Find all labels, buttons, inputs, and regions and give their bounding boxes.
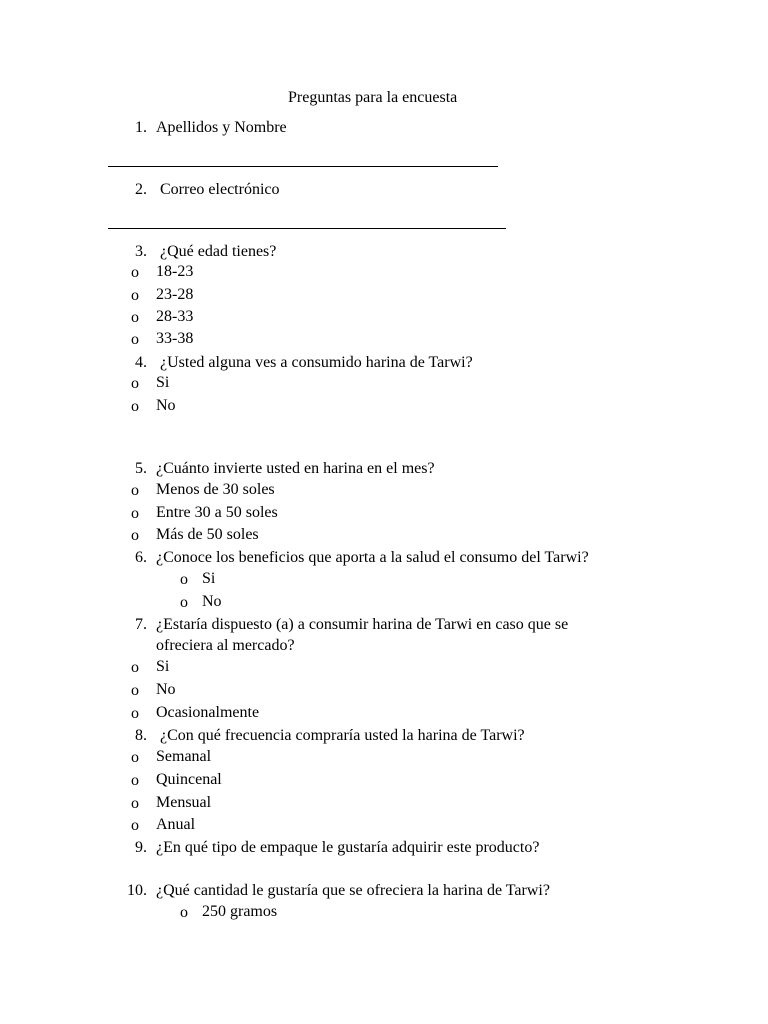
question-10-text: ¿Qué cantidad le gustaría que se ofreciera la harina de Tarwi?: [156, 882, 550, 899]
option-label: 23-28: [156, 286, 194, 303]
name-answer-line: [108, 166, 498, 167]
question-1-text: Apellidos y Nombre: [156, 119, 287, 136]
bullet-icon: o: [131, 659, 139, 676]
option-label: 33-38: [156, 330, 194, 347]
option-label: Si: [156, 658, 170, 675]
question-number: 7.: [135, 616, 147, 633]
question-number: 4.: [135, 354, 147, 371]
question-number: 10.: [127, 882, 147, 899]
bullet-icon: o: [131, 772, 139, 789]
option-label: Quincenal: [156, 771, 222, 788]
option-label: 28-33: [156, 308, 194, 325]
question-3-text: ¿Qué edad tienes?: [160, 243, 277, 260]
question-6-text: ¿Conoce los beneficios que aporta a la salud el consumo del Tarwi?: [156, 549, 589, 566]
bullet-icon: o: [131, 527, 139, 544]
bullet-icon: o: [131, 682, 139, 699]
bullet-icon: o: [131, 309, 139, 326]
page-title: Preguntas para la encuesta: [288, 89, 458, 106]
bullet-icon: o: [131, 398, 139, 415]
bullet-icon: o: [131, 331, 139, 348]
bullet-icon: o: [131, 817, 139, 834]
question-7-text-line2: ofreciera al mercado?: [156, 637, 295, 654]
question-5-text: ¿Cuánto invierte usted en harina en el mes?: [156, 460, 435, 477]
option-label: No: [156, 681, 176, 698]
option-label: Menos de 30 soles: [156, 481, 275, 498]
question-number: 2.: [135, 181, 147, 198]
question-number: 8.: [135, 727, 147, 744]
option-label: Más de 50 soles: [156, 526, 259, 543]
option-label: Anual: [156, 816, 196, 833]
option-label: Ocasionalmente: [156, 704, 260, 721]
bullet-icon: o: [180, 594, 188, 611]
option-label: Semanal: [156, 748, 212, 765]
option-label: 18-23: [156, 263, 194, 280]
email-answer-line: [108, 228, 506, 229]
option-label: Si: [156, 374, 170, 391]
question-number: 5.: [135, 460, 147, 477]
question-number: 3.: [135, 243, 147, 260]
bullet-icon: o: [131, 482, 139, 499]
question-2-text: Correo electrónico: [160, 181, 280, 198]
question-number: 6.: [135, 549, 147, 566]
bullet-icon: o: [180, 571, 188, 588]
bullet-icon: o: [131, 287, 139, 304]
bullet-icon: o: [131, 375, 139, 392]
bullet-icon: o: [131, 705, 139, 722]
question-number: 9.: [135, 839, 147, 856]
bullet-icon: o: [131, 795, 139, 812]
question-9-text: ¿En qué tipo de empaque le gustaría adquirir este producto?: [156, 839, 540, 856]
option-label: No: [156, 397, 176, 414]
option-label: Mensual: [156, 794, 212, 811]
bullet-icon: o: [131, 749, 139, 766]
question-8-text: ¿Con qué frecuencia compraría usted la harina de Tarwi?: [160, 727, 525, 744]
bullet-icon: o: [131, 264, 139, 281]
option-label: No: [202, 593, 222, 610]
option-label: 250 gramos: [202, 903, 278, 920]
bullet-icon: o: [131, 505, 139, 522]
bullet-icon: o: [180, 904, 188, 921]
question-4-text: ¿Usted alguna ves a consumido harina de Tarwi?: [160, 354, 473, 371]
question-7-text-line1: ¿Estaría dispuesto (a) a consumir harina de Tarwi en caso que se: [156, 616, 569, 633]
question-number: 1.: [135, 119, 147, 136]
option-label: Entre 30 a 50 soles: [156, 504, 278, 521]
option-label: Si: [202, 570, 216, 587]
